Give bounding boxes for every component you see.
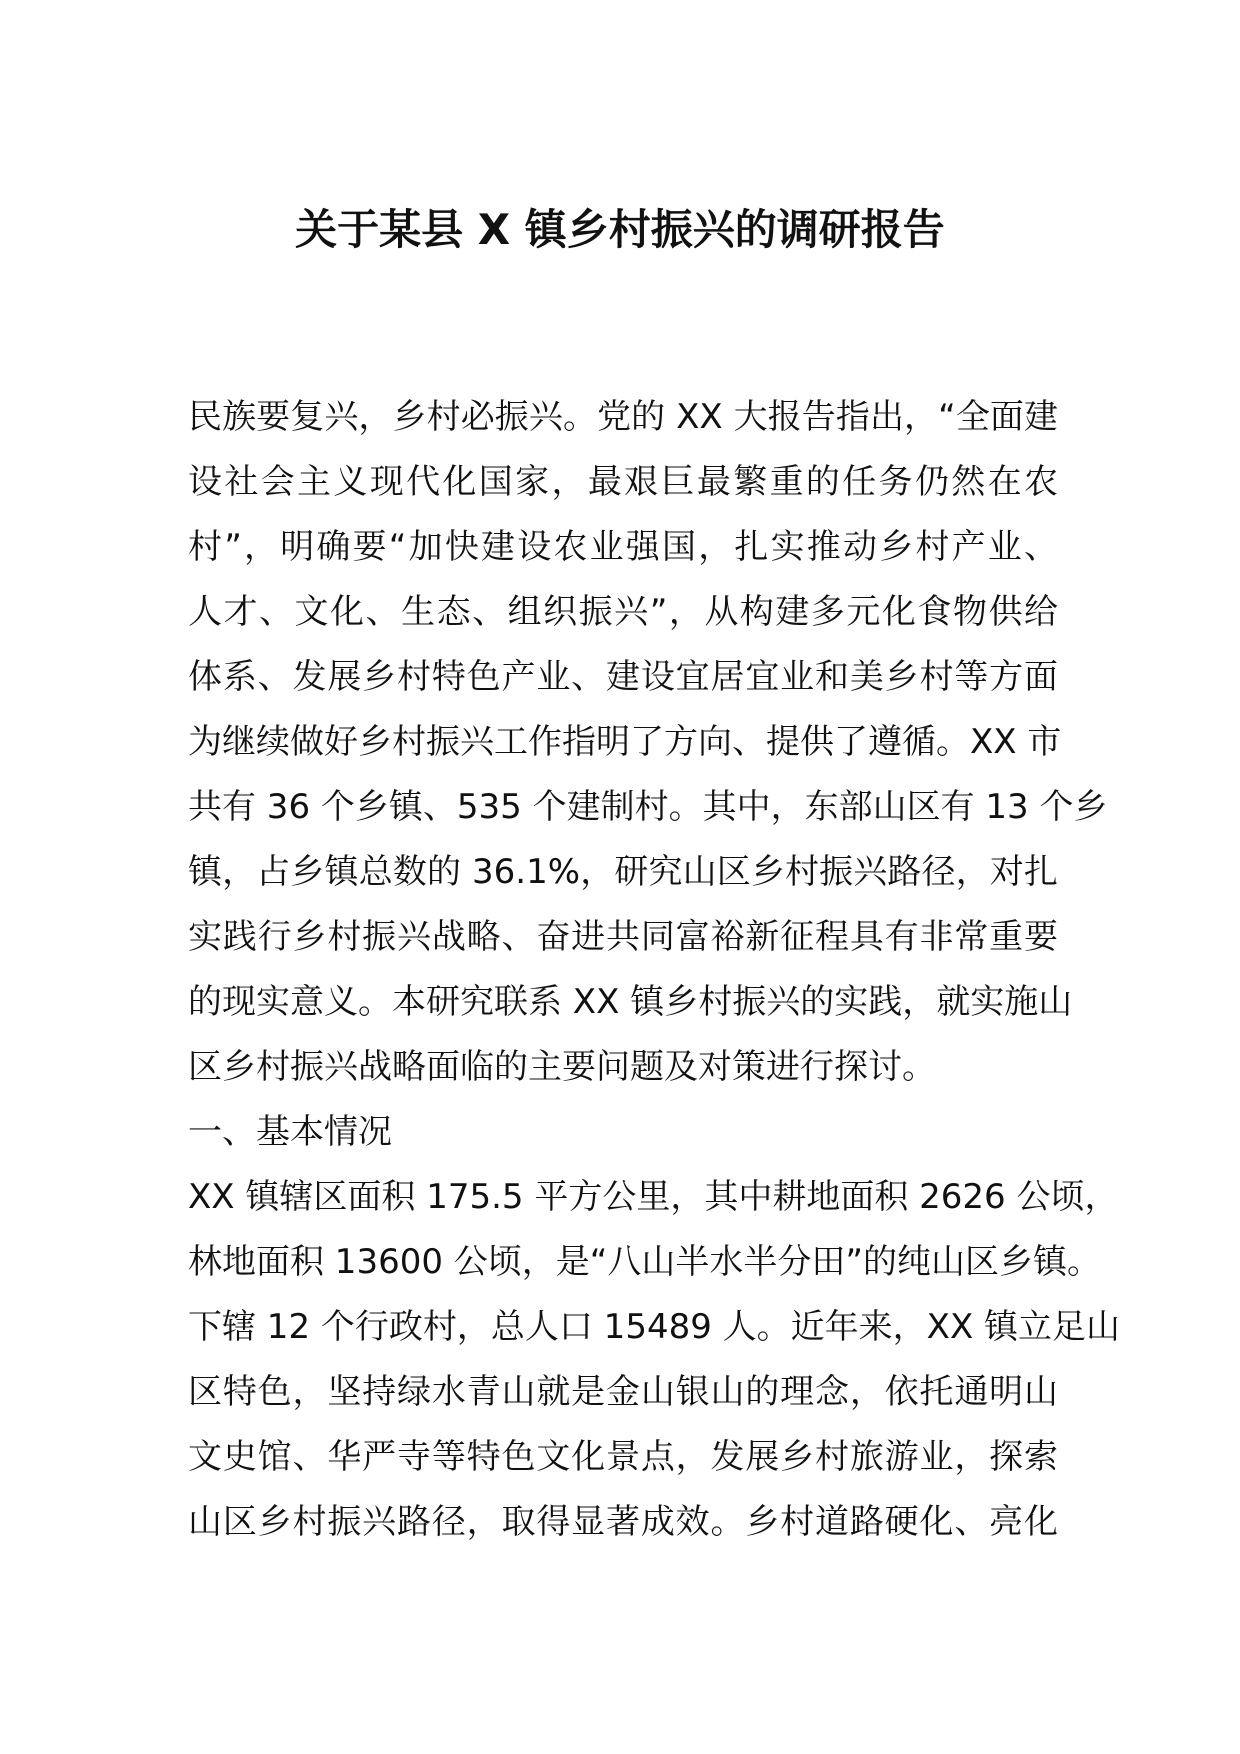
paragraph-line: 实践行乡村振兴战略、奋进共同富裕新征程具有非常重要 <box>188 917 1058 957</box>
paragraph-line: 下辖 12 个行政村，总人口 15489 人。近年来，XX 镇立足山 <box>188 1307 1121 1347</box>
paragraph-line: 人才、文化、生态、组织振兴”，从构建多元化食物供给 <box>188 592 1058 632</box>
paragraph-line: 区特色，坚持绿水青山就是金山银山的理念，依托通明山 <box>188 1372 1058 1412</box>
paragraph-line: 体系、发展乡村特色产业、建设宜居宜业和美乡村等方面 <box>188 657 1058 697</box>
paragraph-line: 民族要复兴，乡村必振兴。党的 XX 大报告指出，“全面建 <box>188 397 1058 437</box>
paragraph-line: XX 镇辖区面积 175.5 平方公里，其中耕地面积 2626 公顷， <box>188 1177 1119 1217</box>
paragraph-line: 区乡村振兴战略面临的主要问题及对策进行探讨。 <box>188 1047 936 1087</box>
paragraph-line: 山区乡村振兴路径，取得显著成效。乡村道路硬化、亮化 <box>188 1502 1058 1542</box>
paragraph-line: 村”，明确要“加快建设农业强国，扎实推动乡村产业、 <box>188 527 1058 567</box>
section-heading: 一、基本情况 <box>188 1112 392 1152</box>
paragraph-line: 林地面积 13600 公顷，是“八山半水半分田”的纯山区乡镇。 <box>188 1242 1102 1282</box>
document-body <box>188 385 1121 1555</box>
paragraph-line: 镇，占乡镇总数的 36.1%，研究山区乡村振兴路径，对扎 <box>188 852 1058 892</box>
paragraph-line: 设社会主义现代化国家，最艰巨最繁重的任务仍然在农 <box>188 462 1058 502</box>
paragraph-line: 共有 36 个乡镇、535 个建制村。其中，东部山区有 13 个乡 <box>188 787 1108 827</box>
paragraph-line: 文史馆、华严寺等特色文化景点，发展乡村旅游业，探索 <box>188 1437 1058 1477</box>
paragraph-line: 为继续做好乡村振兴工作指明了方向、提供了遵循。XX 市 <box>188 722 1062 762</box>
document-title: 关于某县 X 镇乡村振兴的调研报告 <box>295 205 945 254</box>
paragraph-line: 的现实意义。本研究联系 XX 镇乡村振兴的实践，就实施山 <box>188 982 1073 1022</box>
